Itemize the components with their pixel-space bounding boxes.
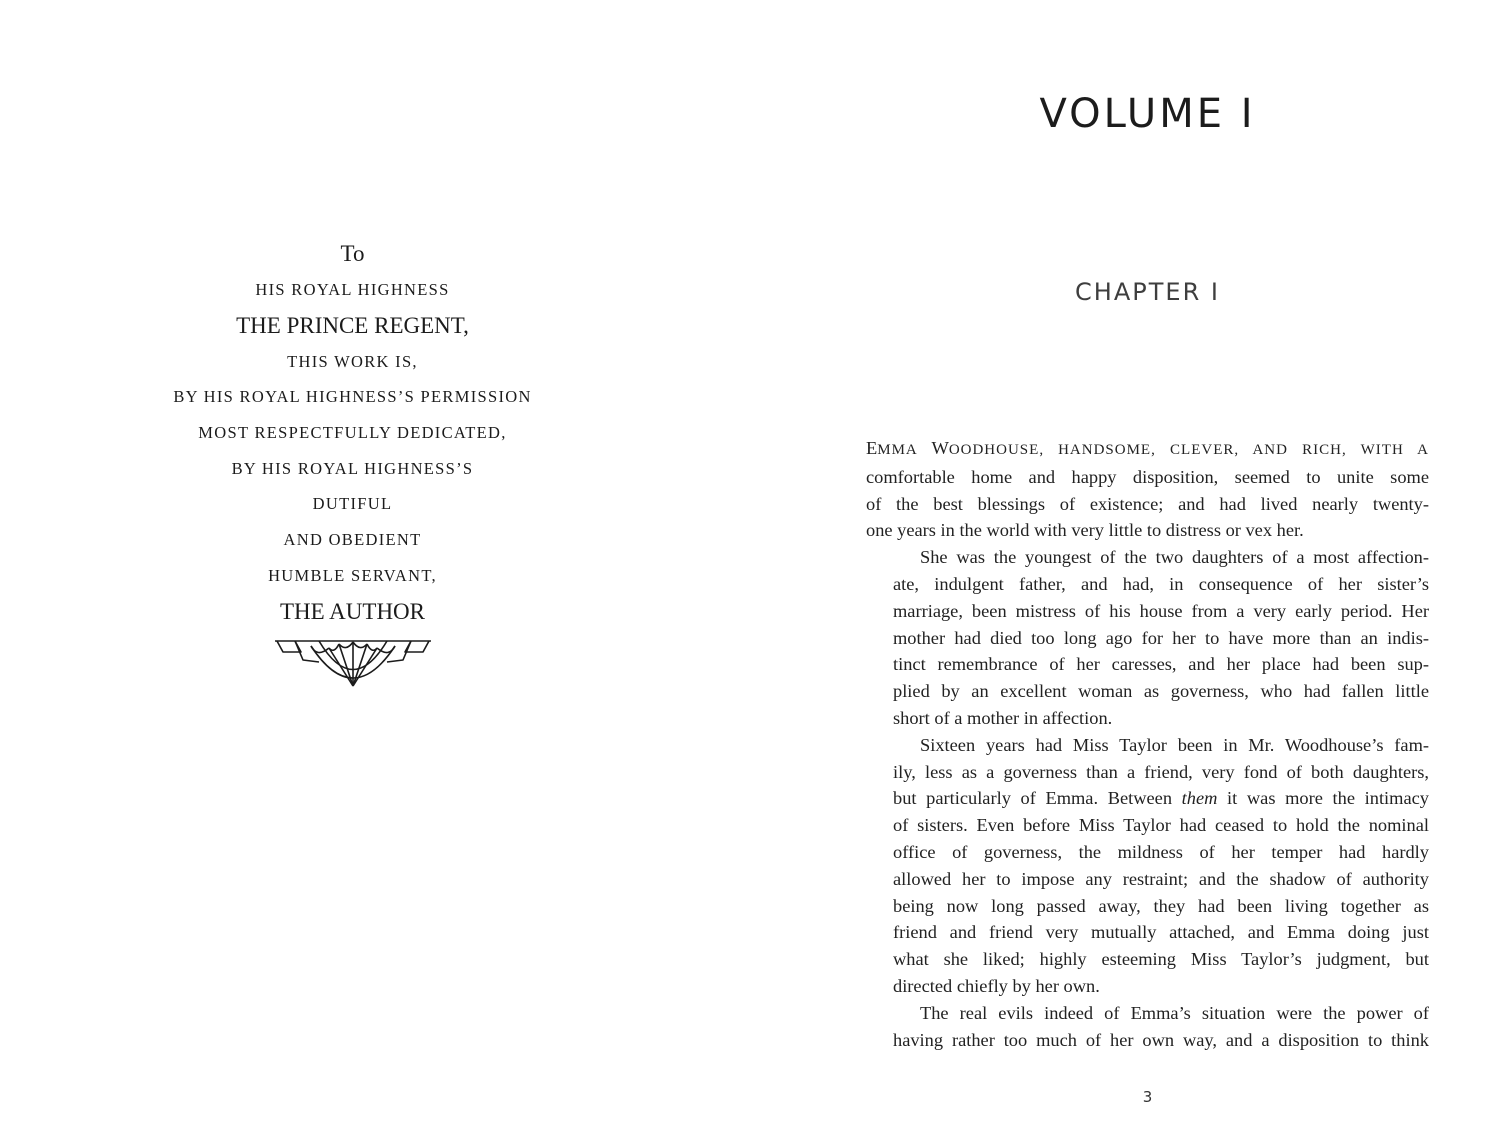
text-line: one years in the world with very little to distress or vex her.: [866, 520, 1304, 541]
text-line: what she liked; highly esteeming Miss Taylor’s judgment, but: [893, 949, 1429, 970]
opening-smallcaps: OODHOUSE,: [948, 442, 1045, 458]
text-line: short of a mother in affection.: [893, 707, 1113, 728]
text-line-with-emphasis: [866, 785, 1429, 812]
dedication-line: BY HIS ROYAL HIGHNESS’S PERMISSION: [173, 387, 532, 407]
dedication-line: AND OBEDIENT: [283, 530, 422, 550]
text-line: of the best blessings of existence; and had lived nearly twenty-: [866, 493, 1429, 514]
volume-title: VOLUME I: [1039, 91, 1256, 137]
text-line: directed chiefly by her own.: [893, 975, 1100, 996]
text-line: Sixteen years had Miss Taylor been in Mr. Woodhouse’s fam-: [920, 734, 1429, 755]
dedication-line: HIS ROYAL HIGHNESS: [255, 280, 450, 299]
text-fragment: it was more the intimacy: [1217, 788, 1429, 809]
opening-initial: W: [931, 438, 949, 458]
right-page: [750, 0, 1500, 1143]
text-line: ily, less as a governess than a friend, very fond of both daughters,: [893, 761, 1429, 782]
paragraph: [866, 544, 1429, 732]
text-line: She was the youngest of the two daughters of a most affection-: [920, 547, 1429, 568]
text-line: marriage, been mistress of his house from a very early period. Her: [893, 600, 1429, 621]
paragraph: [866, 435, 1429, 544]
dedication-line: MOST RESPECTFULLY DEDICATED,: [198, 423, 507, 443]
page-number: 3: [1142, 1088, 1153, 1106]
text-line: friend and friend very mutually attached, and Emma doing just: [893, 922, 1429, 943]
text-line: of sisters. Even before Miss Taylor had ceased to hold the nominal: [893, 815, 1429, 836]
text-line: The real evils indeed of Emma’s situation were the power of: [920, 1002, 1429, 1023]
opening-initial: E: [866, 438, 878, 458]
chapter-title: CHAPTER I: [1075, 278, 1220, 306]
opening-smallcaps: MMA: [877, 442, 918, 458]
text-line: being now long passed away, they had been living together as: [893, 895, 1429, 916]
text-fragment: but particularly of Emma. Between: [893, 788, 1182, 809]
dedication-line-the-author: THE AUTHOR: [279, 598, 426, 624]
text-line: having rather too much of her own way, and a disposition to think: [893, 1029, 1429, 1050]
art-deco-fan-ornament-icon: [273, 638, 433, 690]
text-line: allowed her to impose any restraint; and the shadow of authority: [893, 868, 1429, 889]
opening-line: [866, 435, 1429, 464]
dedication-line-to: To: [340, 241, 365, 266]
opening-smallcaps: HANDSOME, CLEVER, AND RICH, WITH A: [1058, 442, 1429, 458]
dedication-line: HUMBLE SERVANT,: [268, 565, 437, 585]
emphasized-word: them: [1181, 788, 1218, 809]
left-page: [0, 0, 705, 1143]
text-line: tinct remembrance of her caresses, and her place had been sup-: [893, 654, 1429, 675]
paragraph: [866, 1000, 1429, 1054]
paragraph: [866, 732, 1429, 1000]
dedication-line: THIS WORK IS,: [287, 351, 418, 371]
dedication: [0, 236, 705, 690]
dedication-line: DUTIFUL: [312, 494, 393, 514]
text-line: ate, indulgent father, and had, in consequence of her sister’s: [893, 573, 1429, 594]
dedication-line-prince-regent: THE PRINCE REGENT,: [236, 312, 469, 338]
text-line: office of governess, the mildness of her temper had hardly: [893, 841, 1429, 862]
text-line: comfortable home and happy disposition, seemed to unite some: [866, 466, 1429, 487]
text-line: plied by an excellent woman as governess, who had fallen little: [893, 681, 1429, 702]
dedication-line: BY HIS ROYAL HIGHNESS’S: [231, 458, 474, 478]
chapter-body: [866, 435, 1429, 1053]
text-line: mother had died too long ago for her to have more than an indis-: [893, 627, 1429, 648]
